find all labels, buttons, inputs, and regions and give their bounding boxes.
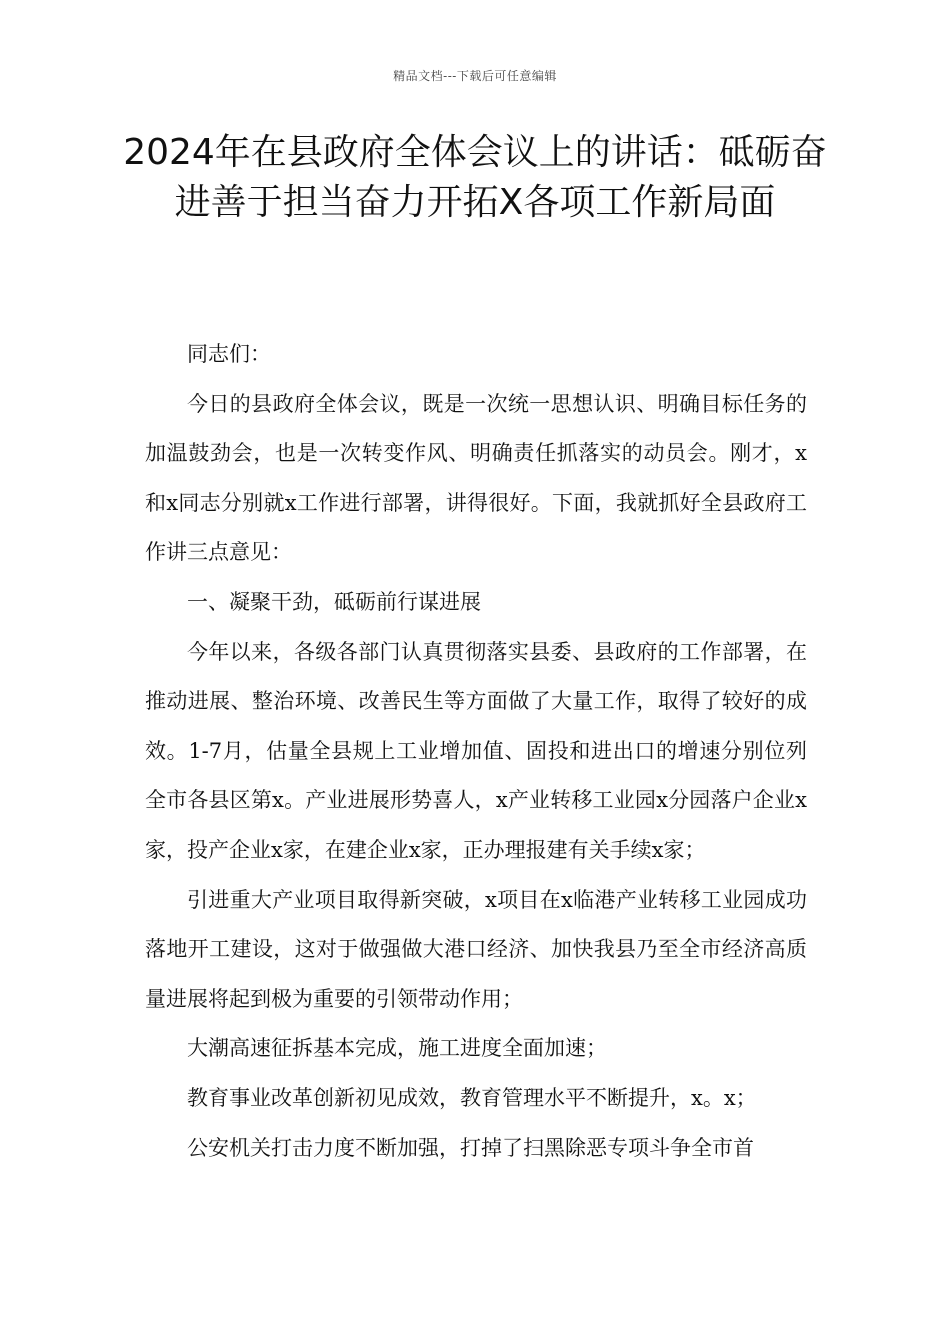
paragraph: 今日的县政府全体会议，既是一次统一思想认识、明确目标任务的加温鼓劲会，也是一次转变作风、明确责任抓落实的动员会。刚才，x和x同志分别就x工作进行部署，讲得很好。下面，我就抓好全县政府工作讲三点意见： [145, 391, 807, 565]
paragraph: 大潮高速征拆基本完成，施工进度全面加速； [187, 1036, 607, 1061]
paragraph: 教育事业改革创新初见成效，教育管理水平不断提升，x。x； [187, 1085, 757, 1110]
paragraph-salutation: 同志们： [187, 342, 271, 366]
paragraph: 引进重大产业项目取得新突破，x项目在x临港产业转移工业园成功落地开工建设，这对于做强做大港口经济、加快我县乃至全市经济高质量进展将起到极为重要的引领带动作用； [145, 887, 807, 1011]
paragraph: 今年以来，各级各部门认真贯彻落实县委、县政府的工作部署，在推动进展、整治环境、改善民生等方面做了大量工作，取得了较好的成效。1-7月，估量全县规上工业增加值、固投和进出口的增速分别位列全市各县区第x。产业进展形势喜人，x产业转移工业园x分园落户企业x家，投产企业x家，在建企业x家，正办理报建有关手续x家； [145, 639, 807, 862]
document-body [145, 330, 807, 1173]
paragraph: 公安机关打击力度不断加强，打掉了扫黑除恶专项斗争全市首 [187, 1135, 754, 1160]
section-heading: 一、凝聚干劲，砥砺前行谋进展 [187, 589, 481, 614]
document-title: 2024年在县政府全体会议上的讲话：砥砺奋进善于担当奋力开拓X各项工作新局面 [123, 132, 827, 223]
header-note: 精品文档---下载后可任意编辑 [393, 69, 557, 83]
